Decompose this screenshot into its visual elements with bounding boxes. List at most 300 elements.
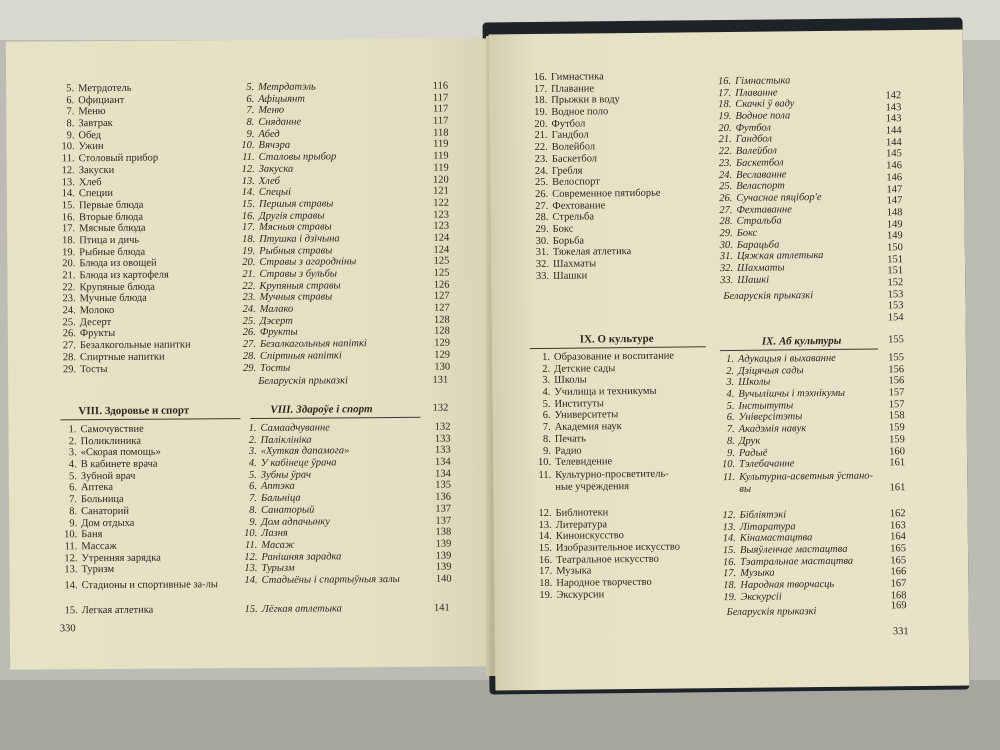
item-title: Массаж bbox=[81, 540, 117, 553]
item-title: Экскурсии bbox=[556, 589, 605, 601]
item-title: Шахматы bbox=[552, 258, 597, 270]
item-number: 22. bbox=[62, 281, 76, 293]
item-title: Тэлебачанне bbox=[739, 458, 795, 471]
item-title: Фрукты bbox=[259, 327, 298, 339]
list-item bbox=[713, 273, 893, 287]
item-number: 15. bbox=[241, 198, 255, 210]
item-number: 8. bbox=[249, 504, 258, 516]
item-number: 1. bbox=[726, 353, 735, 366]
item-title: Спецыі bbox=[258, 186, 292, 199]
item-title: Рыбныя стравы bbox=[259, 245, 333, 257]
item-title: Вячэра bbox=[258, 140, 291, 152]
item-number: 3. bbox=[248, 446, 257, 458]
proverbs-link: Беларускія прыказкі bbox=[258, 375, 348, 387]
proverbs-link: Беларускія прыказкі bbox=[726, 606, 817, 619]
item-number: 17. bbox=[718, 87, 732, 99]
item-number: 13. bbox=[538, 519, 552, 531]
item-number: 10. bbox=[61, 141, 75, 153]
item-title: Універсітэты bbox=[738, 411, 803, 424]
list-item bbox=[715, 457, 905, 471]
item-title: Закуска bbox=[258, 163, 294, 175]
page-number: 144 bbox=[885, 125, 902, 137]
list-item-continuation: вы bbox=[739, 483, 752, 495]
divider-line bbox=[530, 346, 706, 349]
page-number: 123 bbox=[433, 220, 450, 232]
page-number: 145 bbox=[886, 148, 902, 160]
page-number: 139 bbox=[435, 561, 452, 573]
item-number: 11. bbox=[64, 541, 78, 553]
item-title: Стравы з бульбы bbox=[259, 268, 338, 280]
item-title: Детские сады bbox=[554, 362, 616, 375]
item-title: Прыжки в воду bbox=[551, 94, 620, 107]
section-heading-by: IX. Аб культуры bbox=[761, 334, 842, 348]
page-number: 157 bbox=[888, 398, 905, 411]
page-number: 129 bbox=[434, 337, 450, 349]
list-item: 15. Лёгкая атлетыка bbox=[244, 603, 342, 616]
page-number: 119 bbox=[433, 162, 449, 174]
item-title: Валейбол bbox=[735, 145, 777, 158]
item-title: Тэатральнае мастацтва bbox=[740, 555, 854, 568]
item-number: 17. bbox=[533, 83, 548, 95]
item-number: 16. bbox=[717, 75, 732, 88]
item-title: Футбол bbox=[735, 122, 772, 134]
item-title: Баскетбол bbox=[551, 153, 598, 165]
item-title: Веласпорт bbox=[736, 180, 785, 193]
item-title: Дом адпачынку bbox=[261, 515, 330, 528]
item-title: Поликлиника bbox=[80, 435, 142, 447]
item-number: 16. bbox=[533, 71, 548, 84]
item-number: 16. bbox=[722, 556, 737, 568]
divider-line bbox=[250, 417, 420, 419]
item-title: Водное поло bbox=[551, 106, 609, 118]
page-number: 165 bbox=[890, 543, 907, 555]
item-number: 11. bbox=[242, 152, 255, 164]
page-number: 134 bbox=[434, 456, 451, 468]
item-title: Блюда из картофеля bbox=[79, 269, 169, 282]
item-title: Сталовы прыбор bbox=[258, 151, 337, 164]
item-number: 8. bbox=[542, 433, 551, 445]
item-number: 14. bbox=[722, 533, 736, 545]
item-title: Турызм bbox=[261, 562, 295, 575]
item-title: Водное пола bbox=[735, 110, 791, 122]
item-number: 13. bbox=[722, 521, 736, 533]
page-number: 127 bbox=[433, 290, 450, 303]
page-number: 166 bbox=[890, 566, 907, 578]
item-number: 6. bbox=[726, 412, 735, 424]
item-number: 3. bbox=[726, 377, 735, 389]
item-title: Мучные блюда bbox=[79, 293, 147, 305]
section-heading-by: VIII. Здароўе і спорт bbox=[270, 403, 373, 416]
item-number: 27. bbox=[242, 339, 256, 351]
item-number: 7. bbox=[66, 106, 75, 118]
page-number: 117 bbox=[432, 103, 449, 116]
item-title: Ранішняя зарадка bbox=[261, 550, 342, 563]
page-number: 133 bbox=[434, 433, 451, 445]
page-number: 161 bbox=[889, 457, 906, 469]
item-title: Музыка bbox=[740, 567, 775, 580]
item-number: 1. bbox=[542, 351, 551, 363]
left-column-russian bbox=[58, 82, 250, 376]
item-title: Стрельба bbox=[552, 211, 595, 224]
page-number: 124 bbox=[433, 232, 450, 244]
page-number: 127 bbox=[433, 302, 450, 314]
item-title: Другія стравы bbox=[258, 210, 325, 222]
page-number: 121 bbox=[433, 185, 449, 197]
item-title: Метрдатэль bbox=[258, 81, 316, 93]
item-number: 26. bbox=[62, 328, 76, 340]
item-title: Волейбол bbox=[551, 141, 596, 153]
item-title: Радыё bbox=[738, 447, 768, 459]
item-number: 4. bbox=[248, 458, 257, 470]
item-title: Самочувствие bbox=[80, 423, 144, 436]
item-number: 21. bbox=[718, 134, 732, 146]
item-title: Бокс bbox=[736, 227, 758, 239]
item-title: Санаторый bbox=[261, 504, 315, 516]
item-title: Гандбол bbox=[551, 129, 589, 142]
item-number: 24. bbox=[718, 169, 733, 181]
item-number: 14. bbox=[244, 574, 258, 586]
item-number: 16. bbox=[538, 554, 553, 566]
item-title: Институты bbox=[554, 398, 604, 410]
item-number: 7. bbox=[249, 493, 258, 505]
item-number: 29. bbox=[535, 223, 549, 235]
page-number: 136 bbox=[435, 491, 452, 503]
page-number: 162 bbox=[889, 508, 906, 520]
page-number: 160 bbox=[889, 445, 906, 457]
item-title: Ужин bbox=[78, 141, 104, 153]
section-heading-ru: VIII. Здоровье и спорт bbox=[78, 404, 190, 418]
item-title: Народная творчасць bbox=[740, 579, 835, 592]
item-number: 32. bbox=[719, 262, 734, 275]
page-number: 165 bbox=[890, 554, 907, 567]
item-title: Выяўленчае мастацтва bbox=[739, 543, 848, 556]
item-number: 25. bbox=[719, 181, 733, 193]
item-title: Першыя стравы bbox=[258, 198, 334, 210]
item-title: Литература bbox=[555, 518, 608, 531]
item-number: 6. bbox=[542, 410, 551, 422]
left-page bbox=[6, 38, 494, 669]
item-number: 6. bbox=[249, 481, 257, 493]
item-number: 20. bbox=[718, 122, 732, 134]
page-number: 168 bbox=[890, 589, 907, 602]
page-number: 126 bbox=[433, 279, 450, 291]
list-item bbox=[531, 455, 721, 469]
item-title: Экскурсіі bbox=[740, 591, 782, 603]
item-number: 15. bbox=[61, 200, 75, 212]
item-number: 19. bbox=[539, 589, 553, 601]
item-title: Академия наук bbox=[554, 421, 622, 433]
item-number: 9. bbox=[246, 128, 255, 140]
item-title: Шашки bbox=[553, 270, 588, 282]
page-number: 134 bbox=[435, 468, 451, 480]
item-number: 16. bbox=[241, 210, 256, 222]
item-number: 1. bbox=[248, 422, 257, 435]
item-number: 18. bbox=[718, 99, 732, 111]
item-title: «Хуткая дапамога» bbox=[260, 445, 350, 458]
item-number: 2. bbox=[726, 365, 735, 377]
item-title: Цяжкая атлетыка bbox=[736, 250, 824, 263]
item-number: 4. bbox=[68, 459, 77, 471]
item-title: Гимнастика bbox=[550, 71, 604, 83]
list-item bbox=[532, 588, 722, 602]
page-number: 133 bbox=[434, 444, 451, 457]
item-number: 16. bbox=[61, 211, 76, 223]
proverbs-page: 131 bbox=[432, 374, 449, 386]
item-title: Гандбол bbox=[735, 133, 772, 146]
item-title: Санаторий bbox=[81, 505, 130, 517]
item-number: 18. bbox=[534, 95, 548, 107]
page-number: 155 bbox=[888, 352, 905, 364]
item-number: 7. bbox=[246, 105, 255, 117]
item-number: 9. bbox=[543, 445, 551, 457]
item-title: Мясные блюда bbox=[79, 222, 146, 235]
item-title: Стадыёны і спартыўныя залы bbox=[261, 573, 400, 586]
item-number: 18. bbox=[62, 235, 76, 247]
item-title: Самаадчуванне bbox=[260, 422, 330, 434]
item-number: 15. bbox=[722, 545, 737, 557]
page-number: 118 bbox=[433, 127, 449, 139]
item-title: Хлеб bbox=[258, 175, 280, 187]
item-title: Афіцыянт bbox=[258, 93, 305, 105]
page-number: 147 bbox=[886, 183, 903, 195]
item-number: 8. bbox=[726, 435, 735, 447]
item-number: 19. bbox=[242, 245, 256, 257]
item-title: Стральба bbox=[736, 215, 782, 228]
item-number: 23. bbox=[62, 293, 76, 305]
page-number: 117 bbox=[432, 115, 449, 127]
page-number: 135 bbox=[435, 480, 451, 492]
item-number: 29. bbox=[719, 227, 733, 240]
item-number: 13. bbox=[64, 564, 78, 576]
page-number: 154 bbox=[887, 312, 904, 324]
item-title: Шахматы bbox=[736, 262, 785, 274]
item-title: Абед bbox=[258, 128, 280, 140]
item-title: Тяжелая атлетика bbox=[552, 246, 632, 259]
item-title: Меню bbox=[78, 106, 106, 118]
item-title: Птушка і дзічына bbox=[259, 233, 340, 245]
page-number: 153 bbox=[887, 300, 904, 312]
right-column-belarusian bbox=[711, 74, 893, 286]
item-number: 12. bbox=[64, 552, 78, 564]
item-number: 14. bbox=[241, 187, 255, 199]
item-number: 6. bbox=[246, 93, 255, 105]
item-number: 5. bbox=[726, 400, 735, 412]
item-title: Баскетбол bbox=[735, 157, 784, 169]
item-title: Сучаснае пяцiбор'е bbox=[736, 191, 822, 204]
item-title: Акадэмія навук bbox=[738, 423, 807, 436]
page-number: 153 bbox=[887, 288, 904, 301]
item-number: 5. bbox=[542, 398, 551, 410]
item-number: 22. bbox=[534, 142, 548, 154]
page-number: 124 bbox=[433, 244, 450, 256]
item-number: 25. bbox=[242, 315, 256, 327]
item-title: Меню bbox=[258, 105, 285, 117]
item-title: Масаж bbox=[261, 539, 295, 551]
item-number: 33. bbox=[535, 270, 550, 282]
item-title: Інстытуты bbox=[738, 400, 794, 412]
item-title: Шашкі bbox=[737, 274, 770, 286]
item-number: 11. bbox=[244, 539, 258, 551]
item-number: 19. bbox=[723, 591, 737, 603]
item-number: 6. bbox=[69, 482, 77, 494]
item-number: 20. bbox=[534, 118, 548, 130]
item-title: Тосты bbox=[260, 362, 291, 374]
item-title: Крупяные блюда bbox=[79, 281, 155, 293]
item-title: Спіртныя напіткі bbox=[259, 350, 342, 362]
page-number: 148 bbox=[886, 207, 903, 219]
item-number: 13. bbox=[241, 175, 255, 187]
item-title: Борьба bbox=[552, 235, 585, 247]
item-number: 18. bbox=[242, 233, 256, 245]
item-number: 8. bbox=[246, 117, 255, 129]
page-number: 140 bbox=[435, 573, 452, 585]
item-number: 25. bbox=[534, 177, 549, 189]
item-title: Дзіцячыя сады bbox=[738, 364, 804, 377]
item-title: Велоспорт bbox=[552, 176, 600, 189]
item-title: Дом отдыха bbox=[81, 517, 135, 529]
item-title: Вторые блюда bbox=[79, 211, 144, 223]
page-number: 132 bbox=[434, 421, 451, 433]
item-number: 19. bbox=[62, 246, 76, 258]
right-page bbox=[489, 30, 970, 691]
item-number: 1. bbox=[68, 424, 77, 436]
folio-right: 331 bbox=[892, 626, 909, 638]
item-title: Паліклініка bbox=[260, 434, 312, 446]
item-number: 32. bbox=[535, 258, 550, 271]
item-title: Малако bbox=[259, 303, 294, 315]
item-number: 12. bbox=[538, 507, 552, 520]
item-title: Фрукты bbox=[79, 328, 116, 340]
section9b-column-belarusian bbox=[716, 508, 907, 603]
item-title: Университеты bbox=[554, 409, 619, 422]
item-title: Школы bbox=[554, 374, 587, 387]
page-number: 128 bbox=[434, 326, 450, 338]
item-number: 17. bbox=[241, 222, 256, 234]
item-number: 10. bbox=[537, 457, 552, 469]
item-number: 20. bbox=[62, 258, 76, 270]
item-title: Гребля bbox=[551, 165, 583, 177]
item-title: В кабинете врача bbox=[80, 458, 158, 471]
section-page: 155 bbox=[887, 334, 904, 346]
proverbs-page: 169 bbox=[890, 600, 907, 612]
item-number: 27. bbox=[62, 340, 76, 352]
divider-line bbox=[720, 348, 878, 351]
item-title: Десерт bbox=[79, 316, 112, 328]
item-title: Телевидение bbox=[555, 456, 613, 469]
list-item bbox=[61, 563, 251, 576]
item-number: 23. bbox=[242, 292, 256, 304]
item-number: 10. bbox=[241, 140, 255, 152]
item-number: 25. bbox=[62, 316, 76, 329]
item-title: Птица и дичь bbox=[79, 234, 140, 247]
left-column-belarusian bbox=[238, 81, 450, 375]
item-number: 12. bbox=[722, 509, 736, 522]
item-number: 7. bbox=[69, 494, 78, 506]
proverbs-link: Беларускія прыказкі bbox=[723, 290, 814, 303]
item-number: 17. bbox=[61, 223, 76, 235]
item-title: Метрдотель bbox=[78, 82, 132, 95]
item-title: Блюда из овощей bbox=[79, 257, 157, 270]
page-number: 139 bbox=[435, 550, 452, 562]
item-number: 2. bbox=[542, 363, 551, 375]
page-number: 129 bbox=[434, 349, 451, 361]
item-number: 17. bbox=[723, 568, 737, 580]
item-number: 31. bbox=[535, 247, 549, 259]
item-number: 3. bbox=[542, 375, 551, 387]
page-number: 156 bbox=[888, 363, 905, 376]
page-number: 159 bbox=[889, 433, 905, 446]
item-title: Столовый прибор bbox=[78, 152, 159, 165]
page-number: 137 bbox=[435, 503, 452, 515]
page-number: 143 bbox=[885, 101, 902, 114]
item-title: Кінамастацтва bbox=[739, 532, 813, 545]
item-number: 12. bbox=[61, 165, 75, 177]
item-title: Изобразительное искусство bbox=[555, 541, 681, 554]
item-title: Больница bbox=[80, 494, 124, 506]
page-number: 152 bbox=[887, 277, 904, 289]
item-title: Дэсерт bbox=[259, 315, 293, 327]
page-number: 137 bbox=[435, 515, 452, 527]
item-title: Специи bbox=[78, 188, 114, 200]
item-number: 19. bbox=[534, 106, 548, 119]
item-number: 8. bbox=[69, 506, 78, 518]
item-title: Аптека bbox=[80, 482, 114, 494]
divider-line bbox=[60, 418, 240, 420]
page-number: 122 bbox=[433, 197, 449, 209]
item-number: 18. bbox=[539, 577, 553, 590]
item-number: 28. bbox=[535, 212, 549, 224]
item-title: Бокс bbox=[552, 223, 574, 235]
list-item: 11. Культурна-асветныя ўстано- bbox=[722, 470, 874, 484]
list-item bbox=[242, 574, 452, 587]
item-number: 26. bbox=[242, 327, 256, 339]
item-title: Безалкагольныя напіткі bbox=[259, 338, 367, 351]
item-title: Баня bbox=[81, 529, 103, 541]
item-title: Народное творчество bbox=[556, 576, 652, 589]
item-number: 31. bbox=[719, 251, 733, 263]
list-item-continuation: ные учреждения bbox=[555, 481, 630, 493]
item-title: Мучныя стравы bbox=[259, 291, 333, 304]
item-number: 7. bbox=[726, 424, 735, 436]
folio-left: 330 bbox=[59, 623, 76, 635]
item-title: Стравы з агароднiны bbox=[259, 256, 357, 269]
list-item bbox=[60, 362, 250, 375]
item-number: 2. bbox=[248, 434, 257, 446]
list-item bbox=[529, 269, 719, 283]
item-number: 29. bbox=[62, 363, 77, 375]
list-item: 11. Культурно-просветитель- bbox=[538, 468, 669, 482]
section8-column-belarusian bbox=[240, 422, 451, 587]
section9b-column-russian bbox=[532, 506, 723, 601]
item-title: Тосты bbox=[80, 363, 108, 375]
item-number: 10. bbox=[244, 528, 258, 540]
page-number: 125 bbox=[433, 267, 450, 279]
item-title: Зубны ўрач bbox=[260, 469, 312, 481]
page-number: 139 bbox=[435, 538, 452, 550]
item-title: Веславанне bbox=[736, 168, 787, 181]
page-number: 146 bbox=[886, 160, 903, 172]
item-title: Молоко bbox=[79, 305, 115, 317]
item-number: 20. bbox=[242, 257, 256, 269]
item-title: Музыка bbox=[556, 565, 592, 578]
page-number: 117 bbox=[432, 92, 449, 104]
item-number: 9. bbox=[249, 516, 258, 528]
item-number: 13. bbox=[61, 176, 75, 188]
item-title: Библиотеки bbox=[555, 507, 609, 519]
section8-column-russian bbox=[60, 423, 251, 576]
list-item bbox=[240, 361, 450, 374]
item-title: Бібліятэкі bbox=[739, 509, 787, 521]
